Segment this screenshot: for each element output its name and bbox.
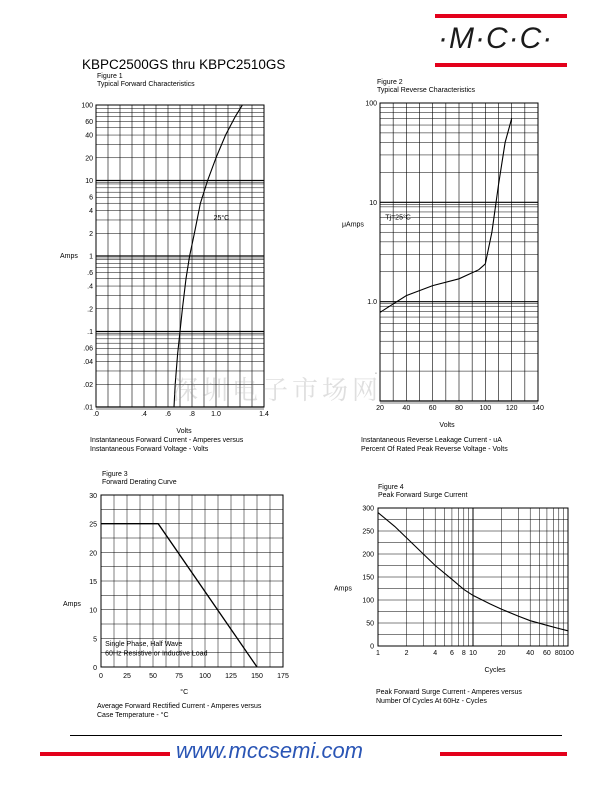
chart-1-x-axis-label: Volts xyxy=(176,428,192,435)
figure-1-caption xyxy=(90,436,243,454)
figure-2-caption-line-2: Percent Of Rated Peak Reverse Voltage - Volts xyxy=(361,446,508,453)
figure-3-number: Figure 3 xyxy=(102,471,128,478)
chart-4-y-tick-label: 50 xyxy=(366,620,374,628)
footer-url[interactable]: www.mccsemi.com xyxy=(176,738,364,763)
chart-4-y-tick-label: 100 xyxy=(362,597,374,605)
chart-1-y-tick-label: .2 xyxy=(87,306,93,314)
figure-2-title: Typical Reverse Characteristics xyxy=(377,87,476,94)
chart-1-y-tick-label: 6 xyxy=(89,194,93,202)
chart-2-x-tick-label: 80 xyxy=(455,405,463,412)
chart-3-x-tick-label: 175 xyxy=(277,673,289,680)
figure-3-caption-line-1: Average Forward Rectified Current - Amperes versus xyxy=(97,703,262,710)
chart-3-annotation-line-2: 60Hz Resistive or Inductive Load xyxy=(105,650,208,658)
chart-2-x-tick-label: 20 xyxy=(376,405,384,412)
chart-2-y-tick-label: . xyxy=(375,368,377,376)
chart-4-y-tick-label: 200 xyxy=(362,551,374,559)
chart-1-x-tick-label: 1.0 xyxy=(211,411,221,418)
chart-3-annotation-line-1: Single Phase, Half Wave xyxy=(105,640,183,648)
chart-3-x-axis-label: °C xyxy=(180,689,189,696)
chart-1-x-tick-label: 1.4 xyxy=(259,411,269,418)
chart-4-x-tick-label: 2 xyxy=(404,650,409,657)
chart-4-x-tick-label: 8 xyxy=(461,650,466,657)
chart-1-y-tick-label: .04 xyxy=(83,359,93,367)
chart-3-y-tick-label: 15 xyxy=(89,579,97,586)
chart-4-x-tick-label: 1 xyxy=(376,650,380,657)
chart-2-x-tick-label: 120 xyxy=(505,405,518,412)
chart-1-y-tick-label: .1 xyxy=(87,329,93,336)
chart-4-y-tick-label: 150 xyxy=(362,574,374,582)
figure-2-caption xyxy=(361,436,508,454)
chart-1-y-tick-label: 10 xyxy=(85,178,93,185)
figure-4-title: Peak Forward Surge Current xyxy=(378,492,468,499)
chart-4-y-axis-label: Amps xyxy=(334,585,352,593)
chart-4-y-tick-label: 300 xyxy=(362,505,374,513)
chart-1-y-tick-label: .01 xyxy=(83,404,93,412)
chart-3-x-tick-label: 150 xyxy=(251,673,263,680)
chart-4-x-tick-label: 40 xyxy=(526,650,535,657)
chart-2-x-tick-label: 40 xyxy=(402,405,411,412)
chart-4-x-tick-label: 4 xyxy=(433,650,438,657)
figure-3-caption xyxy=(97,702,261,720)
figure-4-caption-line-1: Peak Forward Surge Current - Amperes versus xyxy=(376,689,522,696)
chart-1-annotation: 25°C xyxy=(213,214,230,222)
chart-3-y-tick-label: 0 xyxy=(93,665,97,672)
chart-3-y-axis-label: Amps xyxy=(63,600,81,608)
mcc-logo: ·M·C·C· xyxy=(438,22,554,55)
figure-3-caption-line-2: Case Temperature - °C xyxy=(97,712,169,719)
chart-4-x-tick-label: 6 xyxy=(449,650,454,657)
chart-4-x-tick-label: 20 xyxy=(497,650,506,657)
figure-2-number: Figure 2 xyxy=(377,79,403,86)
chart-1-y-tick-label: 2 xyxy=(89,230,93,238)
chart-3-y-tick-label: 30 xyxy=(89,493,97,500)
chart-1-y-tick-label: .06 xyxy=(83,345,93,353)
chart-3-y-tick-label: 10 xyxy=(89,607,97,615)
chart-4-x-tick-label: 100 xyxy=(562,650,574,657)
figure-4-caption xyxy=(376,688,522,706)
figure-4-caption-line-2: Number Of Cycles At 60Hz - Cycles xyxy=(376,698,487,705)
chart-2-y-tick-label: 1.0 xyxy=(367,299,377,307)
figure-3-title: Forward Derating Curve xyxy=(102,479,177,486)
chart-1-y-tick-label: 100 xyxy=(81,102,93,110)
footer-rule xyxy=(70,735,562,736)
chart-4-y-tick-label: 250 xyxy=(362,528,374,536)
chart-3-x-tick-label: 0 xyxy=(99,673,103,680)
figure-1-number: Figure 1 xyxy=(97,73,123,80)
chart-2-x-axis-label: Volts xyxy=(439,422,455,429)
chart-4-x-tick-label: 80 xyxy=(554,650,563,657)
chart-3-x-tick-label: 75 xyxy=(175,673,183,680)
chart-1-y-tick-label: .4 xyxy=(87,283,93,291)
chart-2-y-tick-label: 100 xyxy=(365,100,377,108)
chart-4-x-axis-label: Cycles xyxy=(484,667,506,674)
chart-1-x-tick-label: .4 xyxy=(141,411,147,418)
chart-1-y-tick-label: 40 xyxy=(85,132,93,140)
figure-1-caption-line-1: Instantaneous Forward Current - Amperes versus xyxy=(90,437,244,444)
figure-1-caption-line-2: Instantaneous Forward Voltage - Volts xyxy=(90,446,209,453)
footer-left-bar xyxy=(40,752,170,756)
chart-3-y-tick-label: 20 xyxy=(89,550,97,558)
chart-2-annotation: Tj=25°C xyxy=(385,214,411,222)
chart-4-x-tick-label: 60 xyxy=(543,650,551,657)
chart-1-y-tick-label: 20 xyxy=(85,155,93,163)
chart-3-y-tick-label: 25 xyxy=(89,521,97,529)
chart-1-y-tick-label: 4 xyxy=(89,208,93,216)
chart-3-x-tick-label: 50 xyxy=(149,673,157,680)
chart-1-x-tick-label: .6 xyxy=(165,411,171,418)
chart-3-x-tick-label: 25 xyxy=(123,673,131,680)
footer-right-bar xyxy=(440,752,567,756)
chart-2-y-tick-label: 10 xyxy=(369,199,377,207)
chart-1-y-tick-label: 60 xyxy=(85,119,93,127)
chart-4-x-tick-label: 10 xyxy=(469,650,477,657)
watermark: 深圳电子市场网 xyxy=(172,376,383,406)
chart-1-y-tick-label: .02 xyxy=(83,381,93,389)
chart-3-x-tick-label: 100 xyxy=(199,673,211,680)
figure-4-number: Figure 4 xyxy=(378,484,404,491)
chart-2-y-axis-label: μAmps xyxy=(342,221,364,229)
chart-3-x-tick-label: 125 xyxy=(225,673,237,680)
chart-1-y-tick-label: .6 xyxy=(87,270,93,278)
page-title: KBPC2500GS thru KBPC2510GS xyxy=(82,57,286,72)
figure-2-caption-line-1: Instantaneous Reverse Leakage Current - uA xyxy=(361,437,502,444)
chart-4-y-tick-label: 0 xyxy=(370,643,374,651)
figure-1-title: Typical Forward Characteristics xyxy=(97,81,195,88)
chart-3-y-tick-label: 5 xyxy=(93,636,97,644)
chart-1-x-tick-label: .0 xyxy=(93,411,99,418)
chart-1-x-tick-label: .8 xyxy=(189,411,195,418)
chart-1-y-tick-label: 1 xyxy=(89,253,93,261)
chart-2-x-tick-label: 100 xyxy=(479,405,492,412)
chart-2-x-tick-label: 140 xyxy=(532,405,544,412)
chart-2-x-tick-label: 60 xyxy=(428,405,437,412)
chart-1-y-axis-label: Amps xyxy=(60,253,78,260)
